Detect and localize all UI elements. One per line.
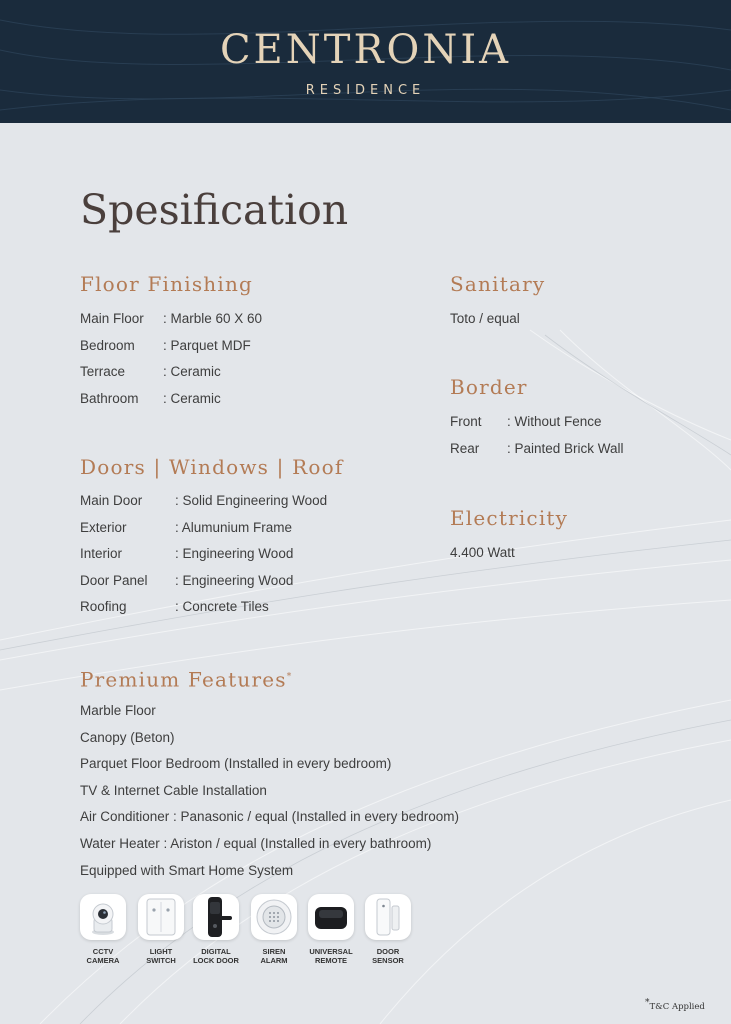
device-label-line: REMOTE (314, 956, 348, 965)
premium-marker: * (286, 672, 293, 682)
doors-value: : Alumunium Frame (175, 520, 293, 535)
doors-label: Exterior (80, 520, 127, 535)
device-label-line: LIGHT (149, 947, 173, 956)
door-sensor-icon (365, 894, 411, 940)
device-label-line: DOOR (376, 947, 400, 956)
doors-title: Doors | Windows | Roof (80, 455, 344, 479)
electricity-title: Electricity (450, 506, 569, 530)
doors-label: Interior (80, 546, 123, 561)
device-label-line: SENSOR (372, 956, 404, 965)
device-label-cctv (71, 947, 135, 965)
device-label-remote (299, 947, 363, 965)
border-value: : Painted Brick Wall (507, 441, 624, 456)
floor-value: : Ceramic (163, 364, 221, 379)
universal-remote-icon (308, 894, 354, 940)
doors-label: Main Door (80, 493, 143, 508)
device-label-line: SWITCH (146, 956, 176, 965)
footnote-text: T&C Applied (649, 1001, 705, 1012)
floor-label: Terrace (80, 364, 126, 379)
footnote-marker: * (645, 998, 650, 1008)
border-label: Front (450, 414, 482, 429)
border-value: : Without Fence (507, 414, 602, 429)
doors-value: : Engineering Wood (175, 546, 294, 561)
doors-value: : Concrete Tiles (175, 599, 269, 614)
doors-label: Roofing (80, 599, 127, 614)
border-title: Border (450, 375, 528, 399)
page-title: Spesification (80, 186, 349, 234)
header-banner (0, 0, 731, 123)
device-label-line: CCTV (92, 947, 114, 956)
premium-item: Parquet Floor Bedroom (Installed in every bedroom) (80, 756, 392, 771)
sanitary-value: Toto / equal (450, 311, 520, 326)
doors-value: : Engineering Wood (175, 573, 294, 588)
border-label: Rear (450, 441, 480, 456)
premium-item: Canopy (Beton) (80, 730, 175, 745)
cctv-camera-icon (80, 894, 126, 940)
premium-item: Marble Floor (80, 703, 156, 718)
premium-features-label: Premium Features (80, 667, 287, 692)
device-label-line: DIGITAL (201, 947, 231, 956)
device-label-line: CAMERA (86, 956, 120, 965)
floor-value: : Parquet MDF (163, 338, 251, 353)
floor-label: Bathroom (80, 391, 139, 406)
brand-subtitle: RESIDENCE (305, 83, 426, 98)
floor-value: : Ceramic (163, 391, 221, 406)
floor-label: Main Floor (80, 311, 144, 326)
siren-alarm-icon (251, 894, 297, 940)
premium-item: Air Conditioner : Panasonic / equal (Installed in every bedroom) (80, 809, 459, 824)
brand-logo: CENTRONIA (219, 27, 512, 73)
digital-lock-icon (193, 894, 239, 940)
premium-features-title (80, 664, 292, 693)
premium-item: Water Heater : Ariston / equal (Installed in every bathroom) (80, 836, 432, 851)
floor-value: : Marble 60 X 60 (163, 311, 263, 326)
device-label-line: ALARM (260, 956, 288, 965)
doors-value: : Solid Engineering Wood (175, 493, 328, 508)
floor-label: Bedroom (80, 338, 135, 353)
premium-item: TV & Internet Cable Installation (80, 783, 267, 798)
device-label-door-sensor (356, 947, 420, 965)
floor-finishing-title: Floor Finishing (80, 272, 254, 296)
sanitary-title: Sanitary (450, 272, 546, 296)
device-label-line: UNIVERSAL (309, 947, 353, 956)
light-switch-icon (138, 894, 184, 940)
device-label-digital-lock (184, 947, 248, 965)
device-label-line: SIREN (262, 947, 286, 956)
device-label-line: LOCK DOOR (193, 956, 239, 965)
premium-item: Equipped with Smart Home System (80, 863, 294, 878)
device-label-siren (242, 947, 306, 965)
terms-footnote (645, 998, 705, 1012)
doors-label: Door Panel (80, 573, 148, 588)
electricity-value: 4.400 Watt (450, 545, 515, 560)
